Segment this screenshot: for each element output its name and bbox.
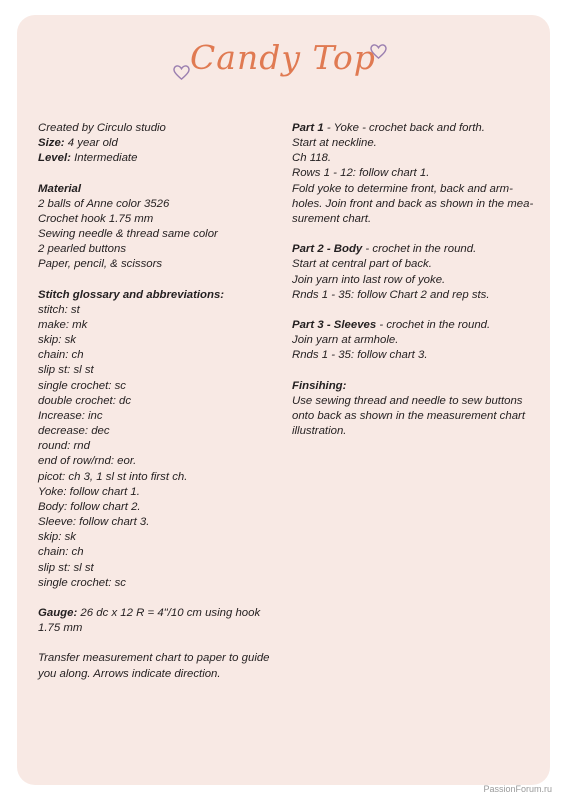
transfer-line: you along. Arrows indicate direction. xyxy=(38,667,221,680)
glossary-item: Sleeve: follow chart 3. xyxy=(38,516,150,529)
part2-line: Start at central part of back. xyxy=(292,258,432,271)
glossary-item: picot: ch 3, 1 sl st into first ch. xyxy=(38,470,188,483)
glossary-item: chain: ch xyxy=(38,349,84,362)
glossary-item: round: rnd xyxy=(38,440,90,453)
right-column xyxy=(292,121,542,439)
watermark: PassionForum.ru xyxy=(483,784,552,794)
glossary-item: Increase: inc xyxy=(38,409,103,422)
part1-line: Ch 118. xyxy=(292,152,332,165)
glossary-item: Yoke: follow chart 1. xyxy=(38,485,140,498)
part1-line: Start at neckline. xyxy=(292,137,377,150)
part1-line: holes. Join front and back as shown in the mea- xyxy=(292,197,534,210)
part3-line: Rnds 1 - 35: follow chart 3. xyxy=(292,349,428,362)
transfer-line: Transfer measurement chart to paper to guide xyxy=(38,652,270,665)
part1-line: Fold yoke to determine front, back and arm- xyxy=(292,182,513,195)
part2-heading: Part 2 - Body - crochet in the round. xyxy=(292,243,477,256)
material-item: 2 pearled buttons xyxy=(38,243,127,256)
part3-line: Join yarn at armhole. xyxy=(292,334,399,347)
part2-line: Rnds 1 - 35: follow Chart 2 and rep sts. xyxy=(292,288,490,301)
part2-line: Join yarn into last row of yoke. xyxy=(292,273,446,286)
size-line: Size: 4 year old xyxy=(38,137,118,150)
created-by: Created by Circulo studio xyxy=(38,122,166,134)
glossary-item: decrease: dec xyxy=(38,425,110,438)
part1-line: surement chart. xyxy=(292,212,372,225)
finishing-line: illustration. xyxy=(292,425,347,438)
glossary-item: end of row/rnd: eor. xyxy=(38,455,137,468)
finishing-line: Use sewing thread and needle to sew buttons xyxy=(292,394,523,407)
glossary-heading: Stitch glossary and abbreviations: xyxy=(38,288,225,301)
material-item: Sewing needle & thread same color xyxy=(38,228,218,241)
glossary-item: single crochet: sc xyxy=(38,379,126,392)
left-column xyxy=(38,121,283,682)
gauge-line-2: 1.75 mm xyxy=(38,622,83,635)
finishing-heading: Finsihing: xyxy=(292,379,347,392)
page-title: Candy Top xyxy=(190,38,376,77)
material-item: Crochet hook 1.75 mm xyxy=(38,212,154,225)
glossary-item: chain: ch xyxy=(38,546,84,559)
glossary-item: skip: sk xyxy=(38,531,76,544)
material-item: Paper, pencil, & scissors xyxy=(38,258,163,271)
part1-heading: Part 1 - Yoke - crochet back and forth. xyxy=(292,122,485,134)
glossary-item: double crochet: dc xyxy=(38,394,132,407)
glossary-item: make: mk xyxy=(38,319,88,331)
glossary-item: Body: follow chart 2. xyxy=(38,500,141,513)
glossary-item: stitch: st xyxy=(38,303,80,316)
glossary-item: single crochet: sc xyxy=(38,576,126,589)
part1-line: Rows 1 - 12: follow chart 1. xyxy=(292,167,430,180)
level-line: Level: Intermediate xyxy=(38,152,138,165)
glossary-item: slip st: sl st xyxy=(38,364,94,377)
finishing-line: onto back as shown in the measurement chart xyxy=(292,409,526,422)
gauge-line: Gauge: 26 dc x 12 R = 4"/10 cm using hook xyxy=(38,606,261,619)
material-heading: Material xyxy=(38,182,82,195)
glossary-item: skip: sk xyxy=(38,334,76,347)
part3-heading: Part 3 - Sleeves - crochet in the round. xyxy=(292,319,491,331)
material-item: 2 balls of Anne color 3526 xyxy=(38,197,170,210)
glossary-item: slip st: sl st xyxy=(38,561,94,574)
